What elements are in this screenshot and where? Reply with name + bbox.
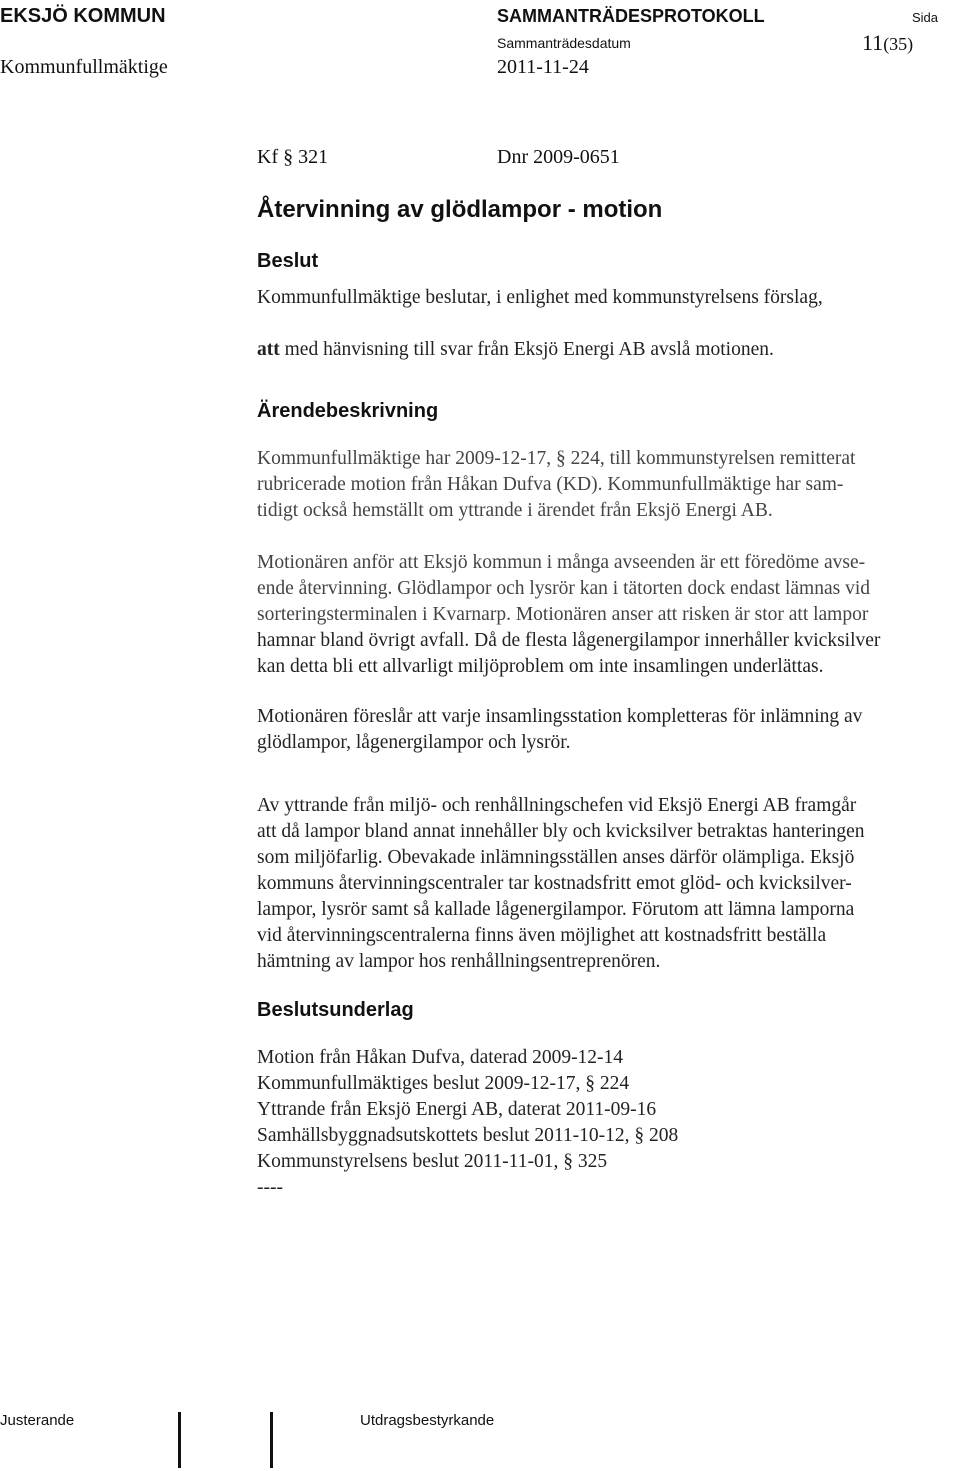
document-type: SAMMANTRÄDESPROTOKOLL — [497, 6, 765, 26]
beslut-att-text: med hänvisning till svar från Eksjö Energi AB avslå motionen. — [279, 339, 774, 360]
end-marker: ---- — [257, 1177, 283, 1198]
page-label: Sida — [912, 10, 939, 25]
list-item — [257, 1047, 623, 1069]
organization-name: EKSJÖ KOMMUN — [0, 5, 166, 27]
footer-justerande-label: Justerande — [0, 1412, 75, 1429]
paragraph-line: glödlampor, lågenergilampor och lysrör. — [257, 732, 571, 753]
case-reference — [257, 146, 328, 169]
att-word: att — [257, 339, 280, 360]
paragraph-line: sorteringsterminalen i Kvarnarp. Motionären anser att risken är stor att lampor — [257, 604, 869, 625]
paragraph-line: vid återvinningscentralerna finns även möjlighet att kostnadsfritt beställa — [257, 925, 827, 946]
paragraph-line: kan detta bli ett allvarligt miljöproblem om inte insamlingen underlättas. — [257, 656, 824, 677]
list-item — [257, 1073, 629, 1095]
beslut-line: Kommunfullmäktige beslutar, i enlighet med kommunstyrelsens förslag, — [257, 287, 823, 308]
paragraph-line — [257, 448, 855, 470]
heading-arendebeskrivning: Ärendebeskrivning — [257, 400, 439, 422]
page-title: Återvinning av glödlampor - motion — [257, 196, 663, 223]
beslut-att-line — [257, 339, 774, 361]
dnr: Dnr 2009-0651 — [497, 146, 620, 168]
paragraph-line: Motionären anför att Eksjö kommun i många avseenden är ett föredöme avse- — [257, 552, 866, 573]
case-number: 321 — [298, 146, 329, 168]
paragraph-line: rubricerade motion från Håkan Dufva (KD). Kommunfullmäktige har sam- — [257, 474, 844, 495]
paragraph-line: ende återvinning. Glödlampor och lysrör kan i tätorten dock endast lämnas vid — [257, 578, 871, 599]
footer-divider — [178, 1412, 181, 1468]
text-span: Kommunfullmäktiges beslut 2009-12-17, — [257, 1073, 586, 1094]
heading-beslut: Beslut — [257, 250, 319, 272]
paragraph-line: som miljöfarlig. Obevakade inlämningsställen anses därför olämpliga. Eksjö — [257, 847, 855, 868]
paragraph-sign: § — [585, 1073, 595, 1094]
paragraph-line: lampor, lysrör samt så kallade lågenergilampor. Förutom att lämna lamporna — [257, 899, 855, 920]
case-prefix: Kf — [257, 146, 279, 168]
page-current: 11 — [862, 30, 884, 55]
text-span: Samhällsbyggnadsutskottets beslut 2011-10-12, — [257, 1125, 635, 1146]
meeting-date: 2011-11-24 — [497, 56, 589, 78]
text-span: Yttrande från Eksjö Energi AB, daterat 2011-09-16 — [257, 1099, 657, 1120]
text-span: Kommunstyrelsens beslut 2011-11-01, — [257, 1151, 564, 1172]
text-span: Motion från Håkan Dufva, daterad 2009-12-14 — [257, 1047, 624, 1068]
meeting-date-label: Sammanträdesdatum — [497, 35, 631, 51]
list-item — [257, 1099, 656, 1121]
paragraph-line: hamnar bland övrigt avfall. Då de flesta lågenergilampor innerhåller kvicksilver — [257, 630, 881, 651]
paragraph-sign: § — [563, 1151, 573, 1172]
list-item — [257, 1125, 678, 1147]
text-span: 224 — [594, 1073, 630, 1094]
page-number — [862, 30, 913, 56]
text-span: Kommunfullmäktige har 2009-12-17, — [257, 448, 556, 469]
paragraph-line: hämtning av lampor hos renhållningsentreprenören. — [257, 951, 661, 972]
list-item — [257, 1151, 607, 1173]
paragraph-line: kommuns återvinningscentraler tar kostnadsfritt emot glöd- och kvicksilver- — [257, 873, 852, 894]
body-name: Kommunfullmäktige — [0, 56, 168, 78]
paragraph-sign: § — [283, 146, 294, 168]
paragraph-line: Av yttrande från miljö- och renhållningschefen vid Eksjö Energi AB framgår — [257, 795, 857, 816]
text-span: 224, till kommunstyrelsen remitterat — [565, 448, 856, 469]
paragraph-sign: § — [634, 1125, 645, 1146]
paragraph-sign: § — [555, 448, 566, 469]
text-span: 325 — [572, 1151, 608, 1172]
heading-beslutsunderlag: Beslutsunderlag — [257, 999, 414, 1021]
page-total: (35) — [883, 34, 914, 54]
paragraph-line: tidigt också hemställt om yttrande i ärendet från Eksjö Energi AB. — [257, 500, 773, 521]
paragraph-line: Motionären föreslår att varje insamlingsstation kompletteras för inlämning av — [257, 706, 863, 727]
footer-utdragsbestyrkande-label: Utdragsbestyrkande — [360, 1412, 495, 1429]
text-span: 208 — [644, 1125, 679, 1146]
footer-divider — [270, 1412, 273, 1468]
paragraph-line: att då lampor bland annat innehåller bly och kvicksilver betraktas hanteringen — [257, 821, 865, 842]
